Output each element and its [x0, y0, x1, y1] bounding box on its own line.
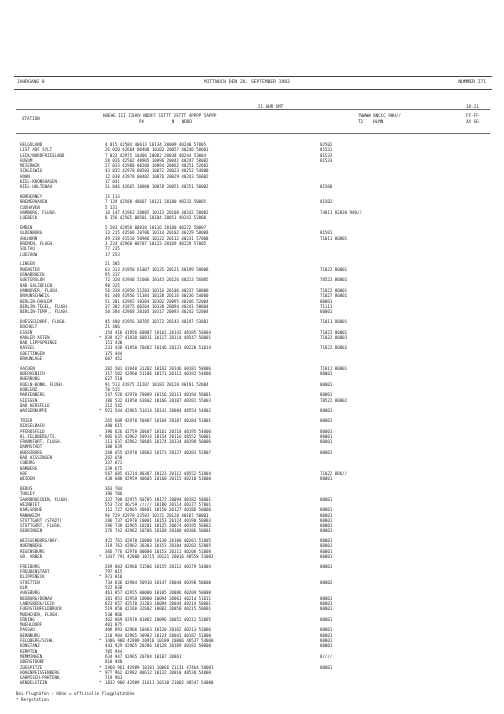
extra-groups: 71022 80001 — [320, 266, 348, 272]
extra-groups: 80001 — [320, 664, 333, 670]
time-range: 18-21 — [466, 104, 479, 109]
extra-groups: 80001 — [320, 554, 333, 560]
observation-data: 805 635 42962 50914 10154 20116 48552 50001 — [105, 433, 211, 439]
mountain-marker: * — [99, 408, 102, 414]
extra-groups: 81533 — [320, 157, 333, 163]
observation-data: 337 671 — [105, 460, 123, 466]
observation-data: 117 502 42960 51106 10171 20113 40192 54000 — [105, 371, 211, 377]
station-name: NUERNBERG — [20, 543, 43, 549]
extra-groups: 82502 — [320, 142, 333, 147]
station-name: MEIERWIK — [20, 163, 40, 169]
observation-data: 45 400 41956 30705 10172 20143 40197 53001 — [105, 318, 209, 324]
station-name: BAD KISSINGEN — [20, 455, 53, 461]
station-name: OEHRINGEN — [20, 528, 43, 534]
observation-data: 70 515 — [105, 386, 120, 392]
station-name: BOCHOLT — [20, 324, 38, 330]
gust-columns-header: FF-FF — [466, 113, 479, 118]
station-name: KLIPPENECK — [20, 574, 45, 580]
extra-groups: 81531 — [320, 147, 333, 153]
observation-data: 519 858 42168 32602 10082 20050 40215 50001 — [105, 606, 211, 612]
observation-data: 16 147 41963 20805 10113 20100 40242 58002 — [105, 210, 209, 216]
observation-data: 443 929 42965 20206 10128 20109 40191 50000 — [105, 643, 211, 649]
station-name: KIEL-HOLTENAU — [20, 184, 53, 190]
extra-groups: 80001 — [320, 543, 333, 549]
station-name: HAMBURG, FLUGH. — [20, 210, 57, 216]
station-group — [20, 486, 490, 534]
station-name: ULM — [20, 585, 28, 591]
station-name: ERDING — [20, 616, 35, 622]
station-name: STUTTGART (STADT) — [20, 517, 62, 523]
observation-data: 1437 791 42880 10715 10121 20016 48558 53002 — [105, 554, 214, 560]
station-name: OBERSTDORF — [20, 659, 45, 665]
station-name: DARMSTADT — [20, 444, 43, 450]
station-name: BRAUNSCHWEIG — [20, 293, 50, 299]
observation-data: 239 675 — [105, 465, 123, 471]
extra-groups: 80001 — [320, 381, 333, 387]
extra-groups: 80001 — [320, 528, 333, 534]
extra-groups: 71011 80001 — [320, 365, 348, 371]
station-name: BERLIN-TEGEL, FLUGH. — [20, 303, 70, 309]
observation-data: 37 382 41975 00204 10130 20094 40241 50004 — [105, 303, 209, 309]
footnote-airports: Bei Flughäfen : Höhe = offizielle Flugplatzhöhe — [16, 691, 135, 696]
observation-data: 1486 908 42889 20916 10109 20086 48537 54000 — [105, 638, 214, 644]
observation-data: 286 737 42970 10001 10153 20124 40190 50003 — [105, 517, 211, 523]
observation-data: 734 836 42984 50910 10147 20044 40198 50000 — [105, 579, 211, 585]
extra-groups: 80001 — [320, 638, 333, 644]
station-name: DEUSELBACH — [20, 423, 45, 429]
mountain-marker: * — [99, 334, 102, 340]
station-row — [20, 252, 490, 257]
extra-groups: 80001 — [320, 512, 333, 518]
extra-groups: 80001 — [320, 371, 333, 377]
station-name: WEISSENBURG/BAY. — [20, 538, 60, 544]
extra-groups: 71022 80002 — [320, 345, 348, 351]
station-name: KARLSRUHE — [20, 507, 43, 513]
station-name: PFERDSFELD — [20, 428, 45, 434]
observation-data: 797 815 — [105, 569, 123, 575]
extra-groups: 80001 — [320, 627, 333, 633]
observation-data: 973 818 — [105, 574, 123, 580]
observation-data: 26 020 42684 80408 10102 20057 40246 58001 — [105, 147, 209, 153]
station-name: STUTTGART, FLUGH. — [20, 523, 62, 529]
extra-groups: 71011 80001 — [320, 318, 348, 324]
observation-data: 17 041 — [105, 179, 120, 185]
station-name: NUERBURG — [20, 376, 40, 382]
extra-groups: 80001 — [320, 439, 333, 445]
observation-data: 705 944 — [105, 648, 123, 654]
station-name: HANNOVER, FLUGH. — [20, 287, 60, 293]
extra-groups: 80001 — [320, 507, 333, 513]
station-name: REGENSBURG — [20, 548, 45, 554]
observation-data: 31 046 42665 10000 10078 20051 40251 50002 — [105, 184, 209, 190]
observation-time: 21 UHR GMT — [258, 104, 284, 109]
station-name: FELDBERG/SCHW. — [20, 638, 55, 644]
station-name: HOF — [20, 470, 28, 476]
station-name: BERNBURG — [20, 632, 40, 638]
extra-groups: 74011 82030 940// — [320, 210, 362, 216]
observation-data: 154 410 41956 60807 10162 20142 40195 58004 — [105, 329, 211, 335]
observation-data: 977 962 42982 00612 10132 20010 48538 54000 — [105, 669, 211, 675]
observation-data: 5 131 — [105, 204, 118, 210]
observation-data: 77 235 — [105, 246, 120, 252]
mountain-marker: * — [99, 669, 102, 675]
station-table — [20, 142, 490, 690]
station-name: KEMPTEN — [20, 648, 38, 654]
station-name: EMDEN — [20, 225, 33, 231]
station-name: BREMERHAVEN — [20, 199, 48, 205]
observation-data: 553 724 46/59 ///// 10180 20114 40177 57001 — [105, 501, 211, 507]
station-name: BAMBERG — [20, 465, 38, 471]
gust-columns-subheader: XX GG — [466, 119, 479, 124]
extra-columns-subheader: T2 HLMN — [358, 119, 384, 124]
station-name: BRAUNLAGE — [20, 355, 43, 361]
extra-groups: 80001 — [320, 548, 333, 554]
station-name: HOHENPEISSENBERG — [20, 669, 60, 675]
main-columns-header: HOEHE III IIHVV NDDFF 1STTT 2STTT 4PPPP 5APPP — [103, 113, 217, 118]
observation-data: 396 738 42965 10201 10125 20074 40195 50002 — [105, 523, 211, 529]
station-name: STOETTEN — [20, 579, 40, 585]
observation-data: 2960 961 42989 10101 10066 21131 47464 58001 — [105, 664, 214, 670]
observation-data: 212 542 — [105, 402, 123, 408]
station-row — [20, 356, 490, 361]
observation-data: 8 156 42565 00501 10104 20051 40243 52000 — [105, 215, 207, 221]
extra-groups: 71111 — [320, 303, 333, 309]
observation-data: 72 320 41940 51606 10143 20126 40213 56005 — [105, 277, 209, 283]
station-group — [20, 142, 490, 190]
extra-groups: 80002 — [320, 579, 333, 585]
extra-groups: 80001 — [320, 309, 333, 315]
observation-data: 719 963 — [105, 675, 123, 681]
observation-data: 50 384 42968 20105 10117 20093 40242 52004 — [105, 309, 209, 315]
observation-data: 530 866 — [105, 611, 123, 617]
observation-data: 265 609 42970 50407 10184 20107 40184 51001 — [105, 417, 211, 423]
observation-data: 322 708 42975 60705 10172 20094 40182 58001 — [105, 496, 211, 502]
station-name: GARMISCH-PARTENK. — [20, 675, 62, 681]
station-group — [20, 319, 490, 361]
station-group — [20, 418, 490, 482]
observation-data: 151 430 — [105, 340, 123, 346]
extra-groups: 80001 — [320, 523, 333, 529]
station-name: BREMEN, FLUGH. — [20, 241, 55, 247]
mountain-marker: * — [99, 433, 102, 439]
extra-groups: 71011 80001 — [320, 235, 348, 241]
station-name: ZUGSPITZE — [20, 664, 43, 670]
observation-data: 607 452 — [105, 355, 123, 361]
extra-groups: 71022 80003 — [320, 334, 348, 340]
extra-groups: 71027 80002 — [320, 293, 348, 299]
observation-data: 12 038 42970 00402 10076 20029 40243 56002 — [105, 173, 209, 179]
station-name: MEMMINGEN — [20, 653, 43, 659]
issue-number: NUMMER 271 — [458, 80, 486, 85]
extra-columns-header: 7WWWW 8NCCC 9HH// — [358, 113, 401, 118]
station-row — [20, 680, 490, 685]
observation-data: 4 015 42584 40613 10134 20089 40240 57005 — [105, 142, 207, 147]
observation-data: 366 776 42970 00000 10153 20111 40206 51008 — [105, 548, 211, 554]
station-group — [20, 366, 490, 414]
volume-label: JAHRGANG 8 — [17, 80, 45, 85]
station-name: KIEL-KRONSHAGEN — [20, 179, 57, 185]
station-name: TRIER — [20, 417, 33, 423]
station-name: BERUS — [20, 486, 33, 492]
station-row — [20, 528, 490, 533]
header-rule-bottom — [16, 133, 490, 134]
station-name: BERLIN-DAHLEM — [20, 298, 53, 304]
observation-data: 27 033 42980 00206 10094 20062 40251 52002 — [105, 163, 209, 169]
station-name: NOERVENICH — [20, 371, 45, 377]
observation-data: 96 729 42970 23503 10171 20128 40187 50003 — [105, 512, 209, 518]
observation-data: 112 727 42965 40601 10150 20127 40186 50000 — [105, 507, 211, 513]
observation-data: 210 904 42965 30903 10124 20041 40187 51000 — [105, 632, 211, 638]
extra-groups: 80001 — [320, 428, 333, 434]
station-name: KL.FELDBERG/TS. — [20, 433, 57, 439]
observation-data: 921 544 42965 51414 10141 20084 48554 54002 — [105, 408, 211, 414]
extra-groups: 71022 886// — [320, 470, 348, 476]
observation-data: 91 513 42975 21207 10183 20128 40191 52004 — [105, 381, 209, 387]
observation-data: 627 510 — [105, 376, 123, 382]
station-name: LUECHOW — [20, 251, 38, 257]
station-name: BAD LIPPSPRINGE — [20, 340, 57, 346]
station-name: GUETERSLOH — [20, 277, 45, 283]
station-row — [20, 184, 490, 189]
observation-data: 319 763 42962 30303 10153 20104 40202 52005 — [105, 543, 211, 549]
observation-data: 480 615 — [105, 423, 123, 429]
station-name: KAHLER ASTEN — [20, 334, 50, 340]
mountain-marker: * — [99, 680, 102, 686]
main-columns-subheader: PX N NDDD — [139, 119, 192, 124]
observation-data: 231 438 41950 70402 10146 20131 40220 51014 — [105, 345, 211, 351]
station-name: BAD HERSFELD — [20, 402, 50, 408]
station-name: BAD SALZUFLEN — [20, 282, 53, 288]
observation-data: 381 853 42958 10000 10094 20063 40214 51011 — [105, 595, 211, 601]
station-name: HUSUM — [20, 157, 33, 163]
station-name: NORDERNEY — [20, 194, 43, 200]
observation-data: 63 313 41950 61007 10135 20121 40199 58008 — [105, 266, 209, 272]
observation-data: 567 685 41214 80307 10123 20112 48552 51004 — [105, 470, 211, 476]
station-name: GOETTINGEN — [20, 350, 45, 356]
mountain-marker: * — [99, 554, 102, 560]
observation-data: 21 406 — [105, 324, 120, 330]
station-row — [20, 215, 490, 220]
station-row — [20, 309, 490, 314]
station-name: FRANKFURT, FLUGH. — [20, 439, 62, 445]
observation-data: 28 026 42582 40905 10096 20041 40247 50002 — [105, 157, 209, 163]
extra-groups: 8//// — [320, 653, 333, 659]
observation-data: 51 381 42965 30304 10102 20095 40246 52004 — [105, 298, 209, 304]
observation-data: 363 704 — [105, 486, 123, 492]
observation-data: 810 948 — [105, 659, 123, 665]
station-name: AUGSBURG — [20, 590, 40, 596]
station-name: PASSAU — [20, 627, 35, 633]
station-row — [20, 554, 490, 559]
observation-data: 634 947 42965 20704 10107 20061 — [105, 653, 182, 659]
header-rule-top — [16, 109, 490, 110]
station-group — [20, 194, 490, 220]
station-column-header: STATION — [22, 116, 40, 121]
observation-data: 43 035 42970 00503 10072 20023 40252 54000 — [105, 168, 209, 174]
extra-groups: 80001 — [320, 408, 333, 414]
observation-data: 462 869 42970 01802 10096 20052 40211 52005 — [105, 616, 211, 622]
station-name: AACHEN — [20, 365, 35, 371]
station-name: KONSTANZ — [20, 643, 40, 649]
extra-groups: 80001 — [320, 606, 333, 612]
extra-groups: 80001 — [320, 563, 333, 569]
station-group — [20, 261, 490, 314]
extra-groups: 70522 80002 — [320, 277, 348, 283]
observation-data: 81 348 41956 51304 10120 20116 40236 54000 — [105, 293, 209, 299]
station-name: MARIENBERG — [20, 392, 45, 398]
extra-groups: 80001 — [320, 496, 333, 502]
extra-groups: 81500 — [320, 184, 333, 190]
observation-data: 12 215 42560 20706 10114 20102 40229 58008 — [105, 230, 209, 236]
observation-data: 11 113 — [105, 194, 120, 200]
station-name: LANDSBERG/LECH — [20, 600, 55, 606]
station-group — [20, 564, 490, 686]
observation-data: 56 338 41950 51203 10116 20106 40237 50000 — [105, 287, 209, 293]
station-row — [20, 408, 490, 413]
station-name: WEINBIET — [20, 501, 40, 507]
observation-data: 7 129 42580 40607 10121 20100 40233 58005 — [105, 199, 207, 205]
station-name: HOHN — [20, 173, 30, 179]
station-name: KOBLENZ — [20, 386, 38, 392]
extra-groups: 80001 — [320, 449, 333, 455]
extra-groups: 80001 — [320, 433, 333, 439]
station-name: HELGOLAND — [20, 142, 43, 147]
station-name: ESSEN — [20, 329, 33, 335]
station-name: COBURG — [20, 460, 35, 466]
observation-data: 175 444 — [105, 350, 123, 356]
station-name: NEUBURG/DONAU — [20, 595, 53, 601]
observation-data: 49 218 41510 50906 10122 20112 40231 57008 — [105, 235, 209, 241]
station-name: OSNABRUECK — [20, 272, 45, 278]
observation-data: 1832 980 42989 31611 10130 21002 48547 54000 — [105, 680, 214, 686]
extra-groups: 70522 80002 — [320, 397, 348, 403]
station-name: SOLTAU — [20, 246, 35, 252]
extra-groups: 80001 — [320, 517, 333, 523]
observation-data: 202 501 41940 31202 10162 20146 40181 58006 — [105, 365, 211, 371]
observation-data: 409 893 42966 10403 10120 20102 40213 53006 — [105, 627, 211, 633]
extra-groups: 81501 — [320, 230, 333, 236]
extra-groups: 80001 — [320, 392, 333, 398]
station-name: LECK/NORDFRIESLAND — [20, 152, 65, 158]
extra-groups: 80001 — [320, 476, 333, 482]
extra-groups: 71022 80002 — [320, 329, 348, 335]
station-name: THOLEY — [20, 491, 35, 497]
station-name: FREUDENSTADT — [20, 569, 50, 575]
station-name: GIESSEN — [20, 397, 38, 403]
observation-data: 422 761 42970 10000 10130 20100 40201 51005 — [105, 538, 211, 544]
observation-data: 839 427 41930 60811 10117 20114 48547 58001 — [105, 334, 211, 340]
station-name: WEIDEN — [20, 476, 35, 482]
station-name: MUENSTER — [20, 266, 40, 272]
observation-data: 17 253 — [105, 251, 120, 257]
station-name: CUXHAVEN — [20, 204, 40, 210]
extra-groups: 81502 — [320, 199, 333, 205]
station-name: MUEHLDORF — [20, 622, 43, 628]
observation-data: 396 706 — [105, 491, 123, 497]
station-name: OLDENBURG — [20, 230, 43, 236]
station-name: WASSERKUPPE — [20, 408, 48, 414]
station-name: DUESSELDORF, FLUGH. — [20, 318, 67, 324]
observation-data: 401 875 — [105, 622, 123, 628]
station-name: FUERSTENFELDBRUCK — [20, 606, 62, 612]
observation-data: 396 626 42759 20607 10161 20110 40195 54000 — [105, 428, 211, 434]
observation-data: 438 688 42959 40605 10160 20115 40218 53008 — [105, 476, 211, 482]
observation-data: 111 637 42962 50605 10174 20134 40198 50006 — [105, 439, 211, 445]
observation-data: 95 317 — [105, 272, 120, 278]
station-name: SAARBRUECKEN, FLUGH. — [20, 496, 70, 502]
extra-groups: 80001 — [320, 417, 333, 423]
station-name: AHLHORN — [20, 235, 38, 241]
footnotes — [16, 691, 135, 702]
station-name: KASSEL — [20, 345, 35, 351]
extra-groups: 80001 — [320, 632, 333, 638]
observation-data: 5 203 42958 00810 10116 20100 40222 58007 — [105, 225, 207, 231]
station-name: FREIBURG — [20, 563, 40, 569]
observation-data: 276 742 42962 10706 10168 20100 40186 50001 — [105, 528, 211, 534]
station-name: MUENCHEN, FLUGH. — [20, 611, 60, 617]
extra-groups: 80001 — [320, 298, 333, 304]
observation-data: 98 325 — [105, 282, 120, 288]
station-name: LINGEN — [20, 261, 35, 267]
station-name: GR. ARBER — [20, 554, 43, 560]
observation-data: 186 532 41950 63602 10166 20107 40201 55003 — [105, 397, 211, 403]
date-label: MITTWOCH DEN 28. SEPTEMBER 1983 — [204, 80, 290, 85]
extra-groups: 80001 — [320, 538, 333, 544]
extra-groups: 80001 — [320, 600, 333, 606]
station-name: SCHLESWIG — [20, 168, 43, 174]
observation-data: 522 838 — [105, 585, 123, 591]
station-name: WUERZBURG — [20, 449, 43, 455]
station-name: MANNHEIM — [20, 512, 40, 518]
station-row — [20, 476, 490, 481]
observation-data: 7 022 42975 10406 10082 20038 40244 53004 — [105, 152, 207, 158]
observation-data: 108 639 — [105, 444, 123, 450]
station-name: LUEBECK — [20, 215, 38, 221]
footnote-mountain-station: * Bergstation — [16, 696, 49, 702]
observation-data: 623 857 42570 31203 10094 20044 40214 58001 — [105, 600, 211, 606]
bulletin-header — [14, 76, 492, 90]
station-group — [20, 225, 490, 257]
mountain-marker: * — [99, 574, 102, 580]
station-name: LIST AUF SYLT — [20, 147, 53, 153]
station-name: WENDELSTEIN — [20, 680, 48, 686]
extra-groups: 81533 — [320, 152, 333, 158]
station-name: KOELN-BONN, FLUGH. — [20, 381, 65, 387]
extra-groups: 80001 — [320, 643, 333, 649]
extra-groups: 71022 80001 — [320, 287, 348, 293]
extra-groups: 80001 — [320, 616, 333, 622]
observation-data: 547 526 42970 70809 10156 20113 40194 58001 — [105, 392, 211, 398]
observation-data: 21 305 — [105, 261, 120, 267]
mountain-marker: * — [99, 664, 102, 670]
extra-groups: 80001 — [320, 595, 333, 601]
station-name: BERLIN-TEMP., FLUGH. — [20, 309, 70, 315]
observation-data: 461 857 42955 00000 10105 20086 40209 50000 — [105, 590, 211, 596]
observation-data: 268 655 42970 10603 10173 20127 40203 52007 — [105, 449, 211, 455]
observation-data: 269 803 42960 51506 10155 20112 40179 54004 — [105, 563, 211, 569]
station-group — [20, 538, 490, 559]
observation-data: 3 224 42960 00707 10123 20109 40229 57005 — [105, 241, 207, 247]
observation-data: 262 658 — [105, 455, 123, 461]
mountain-marker: * — [99, 638, 102, 644]
